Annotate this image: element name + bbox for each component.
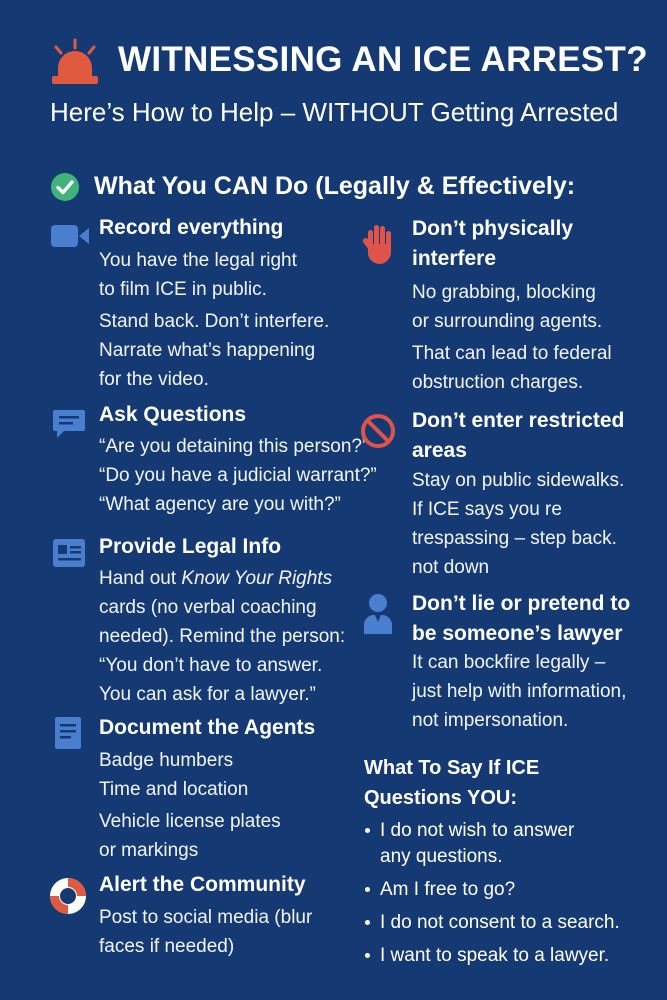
ask-line: “What agency are you with?” [99, 494, 341, 515]
interfere-line: That can lead to federal [412, 343, 612, 364]
restricted-line: If ICE says you re [412, 499, 562, 520]
document-icon [54, 716, 82, 750]
checkmark-icon [50, 172, 80, 202]
say-list [364, 816, 620, 970]
interfere-line: No grabbing, blocking [412, 282, 596, 303]
say-item: Am I free to go? [364, 875, 620, 904]
page-title: WITNESSING AN ICE ARREST? [118, 40, 648, 79]
lie-line: It can bockfire legally – [412, 652, 606, 673]
lie-line: not impersonation. [412, 710, 569, 731]
alert-line: faces if needed) [99, 936, 235, 957]
lie-title-line: Don’t lie or pretend to [412, 592, 631, 615]
lie-line: just help with information, [412, 681, 627, 702]
restricted-title [412, 406, 624, 466]
no-entry-icon [360, 413, 396, 449]
life-ring-icon [48, 876, 88, 916]
document-line: or markings [99, 840, 199, 861]
lie-body [412, 648, 626, 735]
ask-line: “Are you detaining this person?” [99, 436, 369, 457]
document-body [99, 746, 281, 865]
legal-info-line [99, 564, 345, 593]
siren-icon [44, 38, 106, 88]
alert-body [99, 903, 312, 961]
document-line: Badge humbers [99, 750, 234, 771]
say-item: I do not wish to answer [364, 816, 620, 845]
restricted-line: not down [412, 557, 490, 578]
legal-info-title: Provide Legal Info [99, 535, 282, 558]
legal-info-line-prefix: Hand out [99, 568, 182, 589]
restricted-line: trespassing – step back. [412, 528, 617, 549]
interfere-line: or surrounding agents. [412, 311, 603, 332]
record-title: Record everything [99, 216, 284, 239]
legal-info-line: cards (no verbal coaching [99, 597, 317, 618]
legal-info-body [99, 564, 345, 709]
restricted-title-line: areas [412, 439, 467, 462]
say-item: I want to speak to a lawyer. [364, 941, 620, 970]
interfere-line: obstruction charges. [412, 372, 584, 393]
id-card-icon [52, 537, 86, 569]
legal-info-line: “You don’t have to answer. [99, 655, 323, 676]
record-line: to film ICE in public. [99, 279, 267, 300]
document-title: Document the Agents [99, 716, 316, 739]
say-item: I do not consent to a search. [364, 908, 620, 937]
restricted-title-line: Don’t enter restricted [412, 409, 625, 432]
document-line: Vehicle license plates [99, 811, 281, 832]
speech-bubble-icon [52, 408, 86, 440]
alert-line: Post to social media (blur [99, 907, 313, 928]
say-item-continuation: any questions. [380, 846, 503, 867]
legal-info-line: You can ask for a lawyer.” [99, 684, 316, 705]
person-icon [361, 592, 395, 636]
alert-title: Alert the Community [99, 873, 306, 896]
lie-title-line: be someone’s lawyer [412, 622, 623, 645]
know-your-rights-text: Know Your Rights [181, 568, 333, 589]
interfere-body [412, 278, 612, 397]
interfere-title-line: Don’t physically [412, 217, 574, 240]
restricted-line: Stay on public sidewalks. [412, 470, 625, 491]
say-heading-line: What To Say If ICE [364, 757, 540, 779]
say-heading-line: Questions YOU: [364, 787, 517, 809]
interfere-title-line: interfere [412, 247, 497, 270]
video-camera-icon [50, 223, 90, 249]
can-do-heading: What You CAN Do (Legally & Effectively: [94, 172, 576, 200]
document-line: Time and location [99, 779, 249, 800]
ask-title: Ask Questions [99, 403, 247, 426]
record-body [99, 246, 329, 394]
interfere-title [412, 214, 573, 274]
restricted-body [412, 466, 624, 582]
page-subtitle: Here’s How to Help – WITHOUT Getting Arrested [50, 97, 619, 127]
ask-body [99, 432, 377, 519]
say-heading [364, 753, 624, 813]
legal-info-line: needed). Remind the person: [99, 626, 346, 647]
lie-title [412, 589, 630, 649]
record-line: Stand back. Don’t interfere. [99, 311, 330, 332]
hand-stop-icon [360, 222, 398, 266]
record-line: Narrate what’s happening [99, 340, 316, 361]
record-line: for the video. [99, 369, 209, 390]
ask-line: “Do you have a judicial warrant?” [99, 465, 377, 486]
record-line: You have the legal right [99, 250, 297, 271]
